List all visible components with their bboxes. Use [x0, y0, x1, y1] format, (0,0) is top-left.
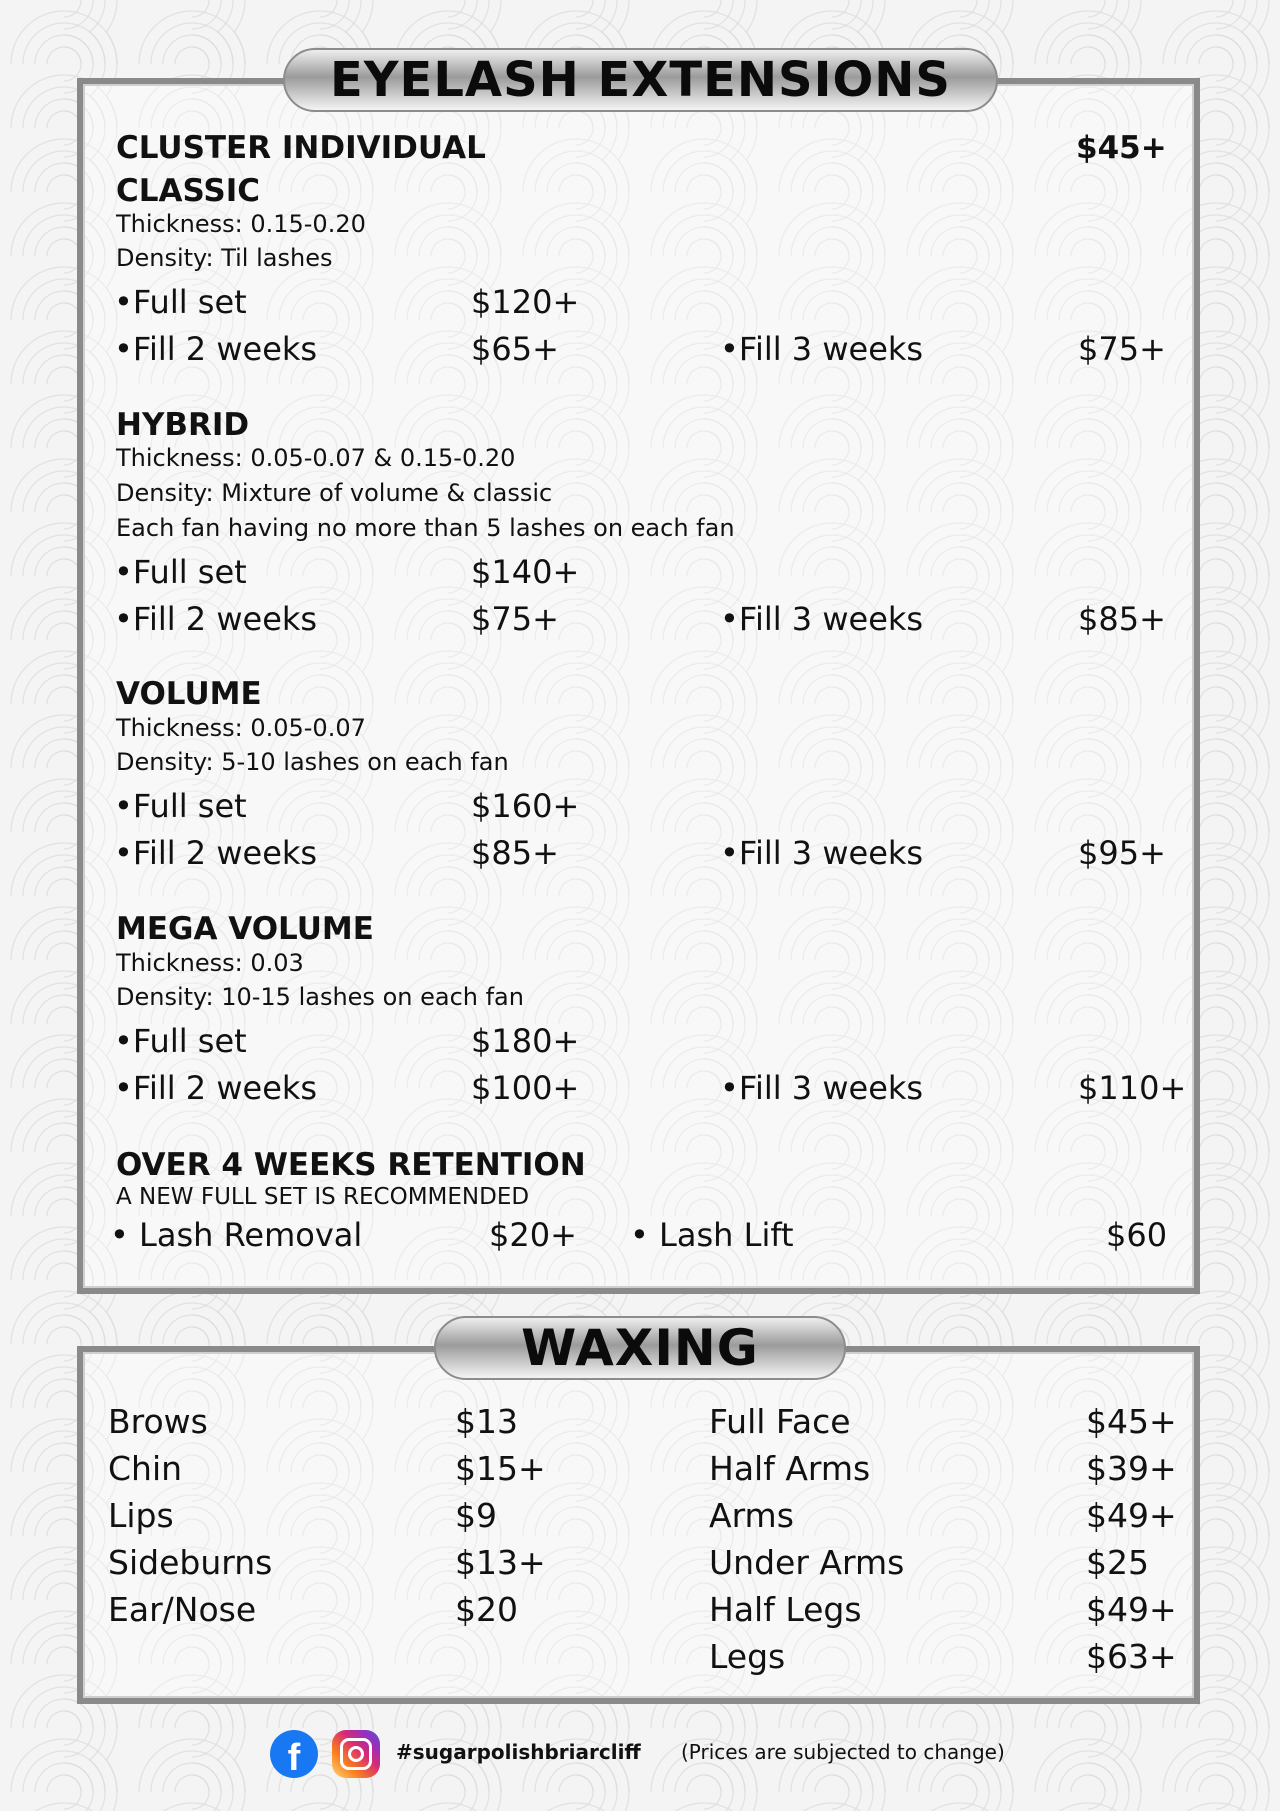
retention-title: OVER 4 WEEKS RETENTION	[116, 1147, 586, 1183]
hybrid-fill3-price: $85+	[1078, 600, 1166, 638]
classic-fill2-label: •Fill 2 weeks	[114, 330, 318, 368]
wax-price-full-face: $45+	[1086, 1402, 1177, 1441]
mega-volume-thickness: Thickness: 0.03	[116, 949, 304, 977]
wax-item-arms: Arms	[709, 1496, 794, 1535]
wax-price-brows: $13	[455, 1402, 518, 1441]
retention-note: A NEW FULL SET IS RECOMMENDED	[116, 1184, 530, 1210]
wax-item-under-arms: Under Arms	[709, 1543, 905, 1582]
cluster-title: CLUSTER INDIVIDUAL	[116, 130, 486, 166]
instagram-icon[interactable]	[332, 1730, 380, 1778]
classic-fill2-price: $65+	[471, 330, 559, 368]
wax-item-sideburns: Sideburns	[108, 1543, 273, 1582]
hashtag[interactable]: #sugarpolishbriarcliff	[396, 1740, 641, 1764]
wax-item-legs: Legs	[709, 1637, 786, 1676]
lash-lift-label: • Lash Lift	[630, 1216, 794, 1254]
hybrid-title: HYBRID	[116, 407, 250, 443]
hybrid-full-label: •Full set	[114, 553, 247, 591]
hybrid-fill2-label: •Fill 2 weeks	[114, 600, 318, 638]
wax-item-half-arms: Half Arms	[709, 1449, 871, 1488]
classic-fill3-label: •Fill 3 weeks	[720, 330, 924, 368]
wax-item-chin: Chin	[108, 1449, 183, 1488]
wax-price-legs: $63+	[1086, 1637, 1177, 1676]
classic-full-price: $120+	[471, 283, 580, 321]
mega-volume-fill3-label: •Fill 3 weeks	[720, 1069, 924, 1107]
waxing-panel	[77, 1346, 1200, 1704]
wax-price-ear-nose: $20	[455, 1590, 518, 1629]
hybrid-full-price: $140+	[471, 553, 580, 591]
classic-thickness: Thickness: 0.15-0.20	[116, 210, 366, 238]
volume-fill3-label: •Fill 3 weeks	[720, 834, 924, 872]
volume-full-label: •Full set	[114, 787, 247, 825]
wax-item-half-legs: Half Legs	[709, 1590, 862, 1629]
classic-density: Density: Til lashes	[116, 244, 333, 272]
lash-removal-label: • Lash Removal	[110, 1216, 363, 1254]
classic-full-label: •Full set	[114, 283, 247, 321]
lash-lift-price: $60	[1106, 1216, 1168, 1254]
wax-price-sideburns: $13+	[455, 1543, 546, 1582]
mega-volume-full-label: •Full set	[114, 1022, 247, 1060]
mega-volume-fill3-price: $110+	[1078, 1069, 1187, 1107]
facebook-icon[interactable]: f	[270, 1730, 318, 1778]
mega-volume-fill2-label: •Fill 2 weeks	[114, 1069, 318, 1107]
volume-thickness: Thickness: 0.05-0.07	[116, 714, 366, 742]
wax-price-under-arms: $25	[1086, 1543, 1149, 1582]
wax-item-brows: Brows	[108, 1402, 208, 1441]
wax-price-half-legs: $49+	[1086, 1590, 1177, 1629]
volume-fill3-price: $95+	[1078, 834, 1166, 872]
volume-fill2-price: $85+	[471, 834, 559, 872]
waxing-title: WAXING	[434, 1316, 846, 1380]
mega-volume-title: MEGA VOLUME	[116, 911, 374, 947]
classic-title: CLASSIC	[116, 173, 261, 209]
volume-title: VOLUME	[116, 676, 262, 712]
volume-full-price: $160+	[471, 787, 580, 825]
wax-price-lips: $9	[455, 1496, 497, 1535]
hybrid-density: Density: Mixture of volume & classic	[116, 479, 553, 507]
classic-fill3-price: $75+	[1078, 330, 1166, 368]
hybrid-fill2-price: $75+	[471, 600, 559, 638]
mega-volume-fill2-price: $100+	[471, 1069, 580, 1107]
volume-density: Density: 5-10 lashes on each fan	[116, 748, 509, 776]
cluster-price: $45+	[1076, 130, 1167, 166]
eyelash-title: EYELASH EXTENSIONS	[283, 48, 998, 112]
hybrid-fill3-label: •Fill 3 weeks	[720, 600, 924, 638]
lash-removal-price: $20+	[489, 1216, 577, 1254]
hybrid-note: Each fan having no more than 5 lashes on each fan	[116, 514, 735, 542]
wax-price-arms: $49+	[1086, 1496, 1177, 1535]
wax-price-chin: $15+	[455, 1449, 546, 1488]
wax-item-ear-nose: Ear/Nose	[108, 1590, 257, 1629]
price-disclaimer: (Prices are subjected to change)	[681, 1740, 1005, 1764]
mega-volume-full-price: $180+	[471, 1022, 580, 1060]
hybrid-thickness: Thickness: 0.05-0.07 & 0.15-0.20	[116, 444, 516, 472]
wax-item-lips: Lips	[108, 1496, 174, 1535]
wax-price-half-arms: $39+	[1086, 1449, 1177, 1488]
wax-item-full-face: Full Face	[709, 1402, 851, 1441]
volume-fill2-label: •Fill 2 weeks	[114, 834, 318, 872]
mega-volume-density: Density: 10-15 lashes on each fan	[116, 983, 524, 1011]
